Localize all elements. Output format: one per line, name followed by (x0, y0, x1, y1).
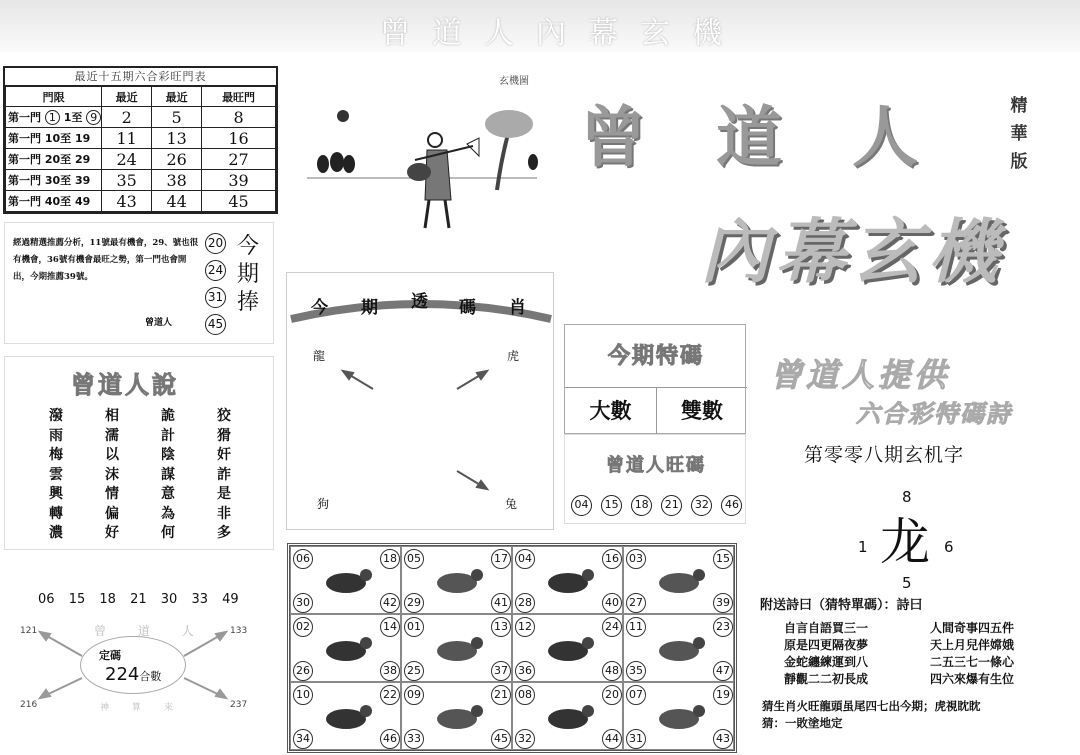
number-ball: 24 (602, 617, 622, 637)
table-row (6, 149, 276, 170)
table-caption: 最近十五期六合彩旺門表 (5, 68, 276, 86)
special-code-big: 大數 (589, 398, 632, 423)
fixed-code-value: 224合數 (105, 664, 162, 685)
table-cell: 13 (152, 128, 202, 149)
table-cell: 38 (152, 170, 202, 191)
zodiac-title-char: 今 (311, 298, 328, 318)
number-ball: 31 (626, 729, 646, 749)
banner-title: 曾道人內幕玄機 (380, 16, 744, 51)
lucky-ball: 04 (571, 495, 592, 516)
number-ball: 30 (293, 593, 313, 613)
number-ball: 33 (404, 729, 424, 749)
zodiac-title-char: 肖 (509, 298, 526, 318)
pick-ball: 45 (205, 314, 226, 335)
number-ball: 13 (491, 617, 511, 637)
table-header: 門限 (6, 87, 102, 107)
number-ball: 10 (293, 685, 313, 705)
corner-number: 121 (20, 626, 38, 636)
zodiac-animal: 狗 (317, 497, 330, 511)
table-row (6, 191, 276, 212)
table-header: 最旺門 (202, 87, 276, 107)
number-ball: 25 (404, 661, 424, 681)
table-cell: 24 (102, 149, 152, 170)
gate-table (3, 66, 278, 214)
number: 06 (38, 592, 55, 607)
rabbit-icon (649, 559, 709, 603)
table-cell: 11 (102, 128, 152, 149)
number-ball: 21 (491, 685, 511, 705)
zodiac-cell-goat (623, 614, 734, 682)
gate-cell: 第一門 20至 29 (6, 149, 102, 170)
fisherman-picture (287, 60, 557, 256)
zodiac-title-char: 碼 (459, 298, 476, 318)
table-cell: 43 (102, 191, 152, 212)
zodiac-cell-monkey (290, 682, 401, 750)
fixed-code-box (4, 572, 274, 752)
number-ball: 12 (515, 617, 535, 637)
mystic-number-right: 6 (944, 538, 954, 556)
zodiac-cell-rat (290, 546, 401, 614)
gate-cell: 第一門 30至 39 (6, 170, 102, 191)
number-ball: 45 (491, 729, 511, 749)
poem-right: 人間奇事四五件 天上月兒伴嫦娥 二五三七一條心 四六來爆有生位 (930, 621, 1015, 686)
lucky-ball: 32 (691, 495, 712, 516)
table-cell: 39 (202, 170, 276, 191)
dog-icon (538, 695, 598, 739)
lucky-ball: 18 (631, 495, 652, 516)
top-banner (0, 0, 1080, 52)
number-ball: 28 (515, 593, 535, 613)
number-ball: 23 (713, 617, 733, 637)
illustration-caption: 玄機圖 (499, 76, 529, 87)
number-ball: 27 (626, 593, 646, 613)
number-ball: 09 (404, 685, 424, 705)
gate-table-grid (5, 86, 276, 212)
zodiac-animal: 虎 (507, 349, 520, 363)
table-header: 最近 (102, 87, 152, 107)
zodiac-animal: 龍 (313, 349, 326, 363)
number-ball: 02 (293, 617, 313, 637)
pig-icon (649, 695, 709, 739)
table-cell: 35 (102, 170, 152, 191)
special-code-even: 雙數 (656, 388, 747, 435)
number-ball: 43 (713, 729, 733, 749)
number-ball: 14 (380, 617, 400, 637)
number-ball: 04 (515, 549, 535, 569)
zodiac-box (286, 272, 554, 530)
number-ball: 20 (602, 685, 622, 705)
number-ball: 22 (380, 685, 400, 705)
edition-label: 精華版 (1010, 96, 1028, 172)
table-cell: 5 (152, 107, 202, 128)
number-ball: 07 (626, 685, 646, 705)
mystic-number-bottom: 5 (902, 574, 912, 592)
zodiac-cell-dragon (290, 614, 401, 682)
pick-balls (205, 233, 226, 341)
table-cell: 16 (202, 128, 276, 149)
lucky-ball: 46 (721, 495, 742, 516)
number-ball: 11 (626, 617, 646, 637)
number-ball: 35 (626, 661, 646, 681)
zodiac-cell-tiger (512, 546, 623, 614)
number-ball: 17 (491, 549, 511, 569)
pick-ball: 24 (205, 260, 226, 281)
table-cell: 45 (202, 191, 276, 212)
number-ball: 40 (602, 593, 622, 613)
number-ball: 48 (602, 661, 622, 681)
number-ball: 41 (491, 593, 511, 613)
number: 18 (99, 592, 116, 607)
number-ball: 01 (404, 617, 424, 637)
provider-title: 曾道人提供 (770, 356, 951, 394)
zodiac-cell-dog (512, 682, 623, 750)
number-ball: 18 (380, 549, 400, 569)
special-code-title: 今期特碼 (607, 343, 704, 369)
table-cell: 44 (152, 191, 202, 212)
number: 21 (130, 592, 147, 607)
saying-box (4, 356, 274, 550)
dragon-icon (316, 627, 376, 671)
saying-column: 相濡以沫情偏好 (105, 408, 119, 541)
number-ball: 44 (602, 729, 622, 749)
pick-ball: 20 (205, 233, 226, 254)
arrows-graphic (4, 572, 274, 752)
analysis-signature: 曾道人 (145, 318, 173, 328)
saying-column: 狡猾奸詐是非多 (217, 408, 231, 541)
number-ball: 42 (380, 593, 400, 613)
zodiac-title-char: 期 (361, 298, 378, 318)
number: 30 (160, 592, 178, 607)
number-ball: 39 (713, 593, 733, 613)
headline-subtitle: 內幕玄機 (700, 210, 1004, 293)
number-ball: 32 (515, 729, 535, 749)
provider-subtitle: 六合彩特碼詩 (856, 399, 1012, 428)
zodiac-cell-pig (623, 682, 734, 750)
mystic-number-top: 8 (902, 488, 912, 506)
lucky-number-box (564, 434, 746, 524)
corner-number: 237 (230, 700, 248, 710)
number: 33 (191, 592, 208, 607)
gate-cell: 第一門 10至 19 (6, 128, 102, 149)
snake-icon (427, 627, 487, 671)
analysis-box (4, 222, 274, 344)
horse-icon (538, 627, 598, 671)
number-ball: 03 (626, 549, 646, 569)
mystic-character: 龙 (880, 513, 930, 571)
gate-cell: 第一門 1 1至 9 (6, 107, 102, 128)
number-ball: 34 (293, 729, 313, 749)
poem-heading: 附送詩曰（猜特單碼）：詩曰 (760, 598, 923, 613)
zodiac-cell-rooster (401, 682, 512, 750)
lucky-balls (571, 493, 746, 516)
number-ball: 08 (515, 685, 535, 705)
rooster-icon (427, 695, 487, 739)
zodiac-animal: 兔 (505, 497, 518, 511)
ox-icon (427, 559, 487, 603)
number-ball: 47 (713, 661, 733, 681)
table-cell: 27 (202, 149, 276, 170)
table-cell: 8 (202, 107, 276, 128)
lucky-number-title: 曾道人旺碼 (606, 455, 706, 476)
number-ball: 26 (293, 661, 313, 681)
table-cell: 26 (152, 149, 202, 170)
number-ball: 05 (404, 549, 424, 569)
table-header: 最近 (152, 87, 202, 107)
lucky-ball: 15 (601, 495, 622, 516)
table-cell: 2 (102, 107, 152, 128)
zodiac-cell-rabbit (623, 546, 734, 614)
number-ball: 46 (380, 729, 400, 749)
corner-number: 216 (20, 700, 38, 710)
number-ball: 38 (380, 661, 400, 681)
poem-left: 自言自語買三一 原是四更隔夜夢 金蛇纏練運到八 靜觀二二初長成 (784, 621, 869, 686)
zodiac-cell-snake (401, 614, 512, 682)
number: 49 (222, 592, 239, 607)
number-ball: 06 (293, 549, 313, 569)
saying-column: 詭計陰謀意為何 (161, 408, 175, 541)
mystic-number-left: 1 (858, 538, 868, 556)
headline-name: 曾道人 (580, 98, 988, 176)
mystic-illustration (287, 60, 557, 256)
gate-cell: 第一門 40至 49 (6, 191, 102, 212)
rat-icon (316, 559, 376, 603)
analysis-text: 經過精選推薦分析，11號最有機會，29、號也很有機會，36號有機會最旺之勢，第一門也會開出，今期推薦39號。 (13, 238, 199, 282)
tiger-icon (538, 559, 598, 603)
faint-top-text: 曾 道 人 (94, 624, 208, 638)
zodiac-cell-horse (512, 614, 623, 682)
issue-title: 第零零八期玄机字 (804, 444, 965, 466)
number-ball: 19 (713, 685, 733, 705)
table-header-row (6, 87, 276, 107)
corner-number: 133 (230, 626, 248, 636)
special-code-box (564, 324, 746, 434)
zodiac-title-char: 透 (411, 292, 428, 312)
zodiac-number-grid (287, 543, 737, 753)
saying-column: 潑雨梅雲興轉濃 (49, 408, 63, 541)
goat-icon (649, 627, 709, 671)
special-code-row (565, 387, 747, 435)
fixed-code-label: 定碼 (99, 649, 121, 662)
pick-ball: 31 (205, 287, 226, 308)
faint-bottom-text: 神 算 來 (100, 703, 183, 713)
number-ball: 15 (713, 549, 733, 569)
pick-label: 今期捧 (237, 234, 260, 315)
table-row (6, 128, 276, 149)
number-ball: 36 (515, 661, 535, 681)
table-row (6, 107, 276, 128)
lucky-ball: 21 (661, 495, 682, 516)
number: 15 (68, 592, 86, 607)
number-ball: 37 (491, 661, 511, 681)
zodiac-cell-ox (401, 546, 512, 614)
zodiac-riddle: 猜生肖火旺龍頭虽尾四七出今期；虎視眈眈 猜：一敗塗地定 (762, 699, 981, 730)
saying-title: 曾道人說 (71, 370, 179, 399)
table-row (6, 170, 276, 191)
number-ball: 16 (602, 549, 622, 569)
number-ball: 29 (404, 593, 424, 613)
monkey-icon (316, 695, 376, 739)
